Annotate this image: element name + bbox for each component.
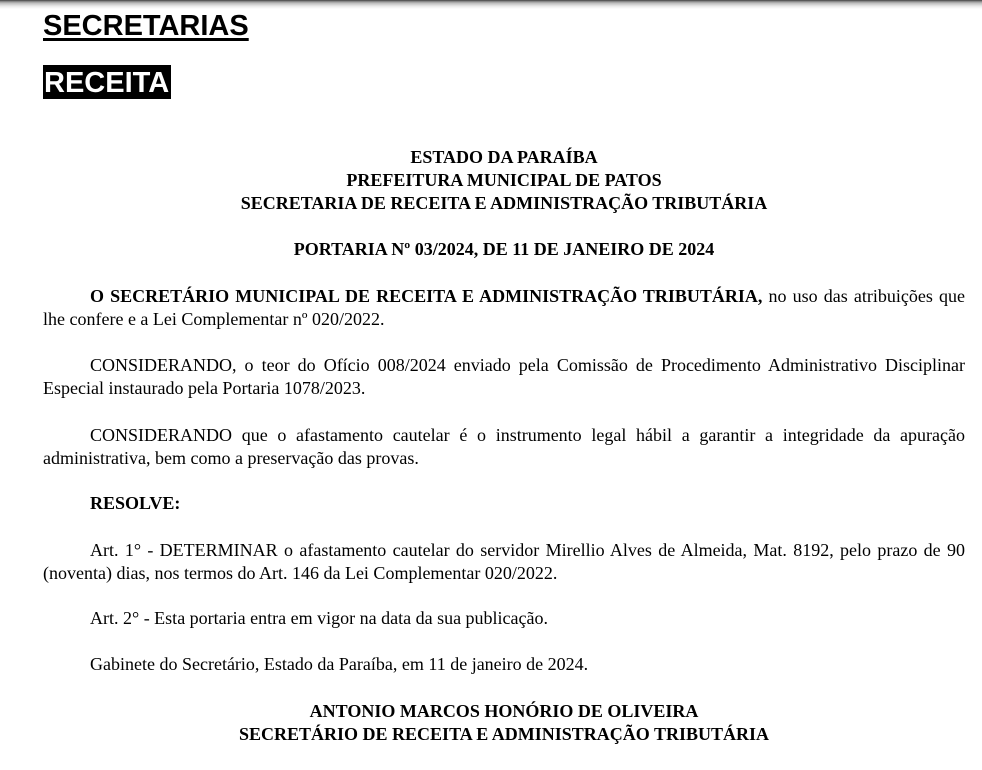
- article-1: Art. 1° - DETERMINAR o afastamento cautelar do servidor Mirellio Alves de Almeida, Mat. 8192, pelo prazo de 90 (noventa) dias, nos termos do Art. 146 da Lei Complementar 020/2022.: [43, 540, 965, 583]
- section-title: SECRETARIAS: [43, 10, 249, 42]
- subsection-title: RECEITA: [44, 67, 170, 99]
- article-2: Art. 2° - Esta portaria entra em vigor na data da sua publicação.: [90, 608, 549, 628]
- preamble-authority: O SECRETÁRIO MUNICIPAL DE RECEITA E ADMINISTRAÇÃO TRIBUTÁRIA,: [90, 286, 763, 306]
- resolve-heading: RESOLVE:: [90, 493, 181, 513]
- portaria-title: PORTARIA Nº 03/2024, DE 11 DE JANEIRO DE 2024: [293, 239, 715, 259]
- header-secretariat: SECRETARIA DE RECEITA E ADMINISTRAÇÃO TRIBUTÁRIA: [240, 193, 768, 213]
- header-state: ESTADO DA PARAÍBA: [410, 147, 598, 167]
- considerando-1: CONSIDERANDO, o teor do Ofício 008/2024 enviado pela Comissão de Procedimento Administrativo Disciplinar Especial instaurado pela Portaria 1078/2023.: [43, 355, 965, 398]
- gabinete-date-line: Gabinete do Secretário, Estado da Paraíba, em 11 de janeiro de 2024.: [90, 654, 589, 674]
- signatory-role: SECRETÁRIO DE RECEITA E ADMINISTRAÇÃO TRIBUTÁRIA: [239, 724, 769, 744]
- preamble-text: no uso das atribuições que lhe confere e a Lei Complementar nº 020/2022.: [43, 286, 965, 329]
- considerando-2: CONSIDERANDO que o afastamento cautelar é o instrumento legal hábil a garantir a integridade da apuração administrativa, bem como a preservação das provas.: [43, 425, 965, 468]
- viewer-top-edge-shadow: [0, 0, 982, 9]
- signatory-name: ANTONIO MARCOS HONÓRIO DE OLIVEIRA: [309, 701, 699, 721]
- preamble-paragraph: [43, 285, 965, 331]
- header-municipality: PREFEITURA MUNICIPAL DE PATOS: [346, 170, 662, 190]
